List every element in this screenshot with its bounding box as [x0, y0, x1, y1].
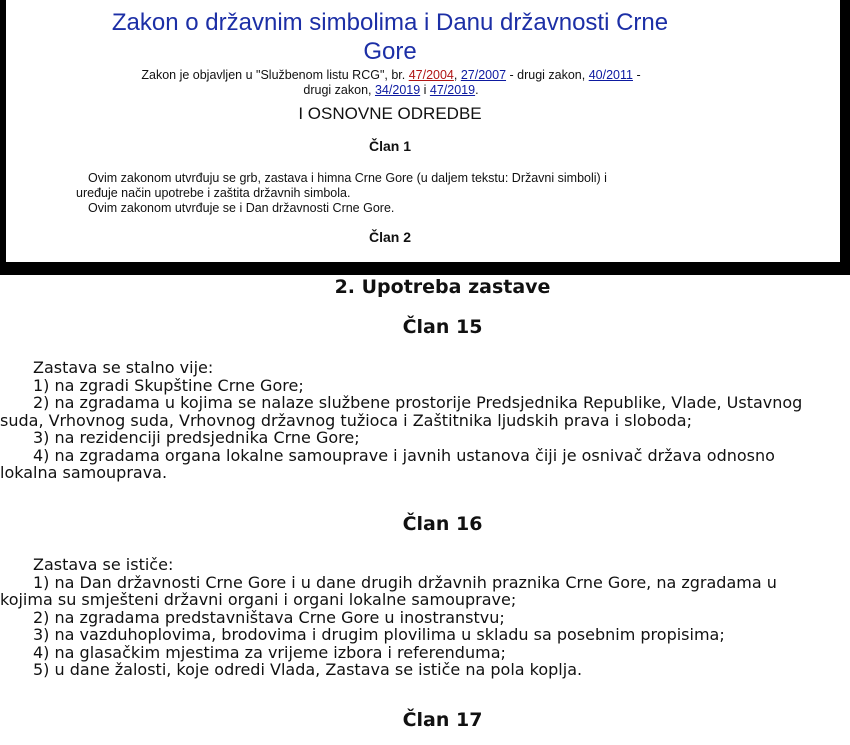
gazette-link-47-2004[interactable]: 47/2004: [408, 68, 454, 82]
gazette-link-34-2019[interactable]: 34/2019: [374, 83, 421, 97]
pub-mid-2: -: [632, 68, 641, 82]
gazette-link-27-2007[interactable]: 27/2007: [460, 68, 507, 82]
article-1-para-1b: uređuje način upotrebe i zaštita državnih simbola.: [76, 186, 351, 200]
article-15-line: suda, Vrhovnog suda, Vrhovnog državnog tužioca i Zaštitnika ljudskih prava i sloboda;: [0, 410, 692, 430]
gazette-link-40-2011[interactable]: 40/2011: [588, 68, 633, 82]
article-1-heading: Član 1: [368, 138, 411, 154]
article-16-line: 5) u dane žalosti, koje odredi Vlada, Zastava se ističe na pola koplja.: [33, 660, 583, 679]
article-15-line: 1) na zgradi Skupštine Crne Gore;: [33, 375, 304, 395]
article-17-heading: Član 17: [402, 709, 483, 731]
article-16-text: [0, 556, 850, 679]
pub-prefix: Zakon je objavljen u "Službenom listu RCG", br.: [141, 68, 409, 82]
article-16-heading: Član 16: [402, 513, 483, 535]
pub-mid-1: - drugi zakon,: [506, 68, 589, 82]
pub-mid-3: drugi zakon,: [303, 83, 375, 97]
article-15-heading: Član 15: [402, 316, 483, 338]
publication-info: [66, 68, 716, 98]
article-15-line: lokalna samouprava.: [0, 463, 168, 482]
article-16-line: 2) na zgradama predstavništava Crne Gore u inostranstvu;: [33, 607, 505, 627]
article-16-line: Zastava se ističe:: [33, 556, 174, 574]
title-line-1: Zakon o državnim simbolima i Danu državnosti Crne: [111, 9, 669, 36]
article-1-para-1a: Ovim zakonom utvrđuju se grb, zastava i himna Crne Gore (u daljem tekstu: Državni simboli) i: [88, 171, 607, 185]
article-15-line: 2) na zgradama u kojima se nalaze službene prostorije Predsjednika Republike, Vlade, Ustavnog: [33, 393, 803, 412]
section-heading-basic-provisions: I OSNOVNE ODREDBE: [298, 104, 482, 123]
top-panel: [6, 0, 840, 262]
pub-mid-4: i: [420, 83, 430, 97]
document-title: [6, 8, 774, 66]
title-line-2: Gore: [363, 38, 417, 65]
article-15-text: [0, 359, 850, 482]
article-1-para-2: Ovim zakonom utvrđuje se i Dan državnosti Crne Gore.: [88, 201, 395, 215]
article-2-heading: Član 2: [368, 229, 411, 245]
article-16-line: kojima su smješteni državni organi i organi lokalne samouprave;: [0, 590, 517, 609]
gazette-link-47-2019[interactable]: 47/2019: [429, 83, 476, 97]
article-15-line: 3) na rezidenciji predsjednika Crne Gore;: [33, 428, 360, 447]
pub-sep-1: ,: [453, 68, 461, 82]
pub-end: .: [475, 83, 479, 97]
article-16-line: 3) na vazduhoplovima, brodovima i drugim plovilima u skladu sa posebnim propisima;: [33, 625, 725, 644]
article-1-text: [76, 171, 716, 216]
article-15-line: Zastava se stalno vije:: [33, 359, 214, 377]
article-15-line: 4) na zgradama organa lokalne samouprave i javnih ustanova čiji je osnivač država odnosno: [33, 445, 775, 465]
top-panel-frame: [0, 0, 850, 275]
article-16-line: 1) na Dan državnosti Crne Gore i u dane drugih državnih praznika Crne Gore, na zgradama u: [33, 572, 777, 592]
article-16-line: 4) na glasačkim mjestima za vrijeme izbora i referenduma;: [33, 642, 506, 662]
section-heading-flag-usage: 2. Upotreba zastave: [334, 276, 551, 298]
